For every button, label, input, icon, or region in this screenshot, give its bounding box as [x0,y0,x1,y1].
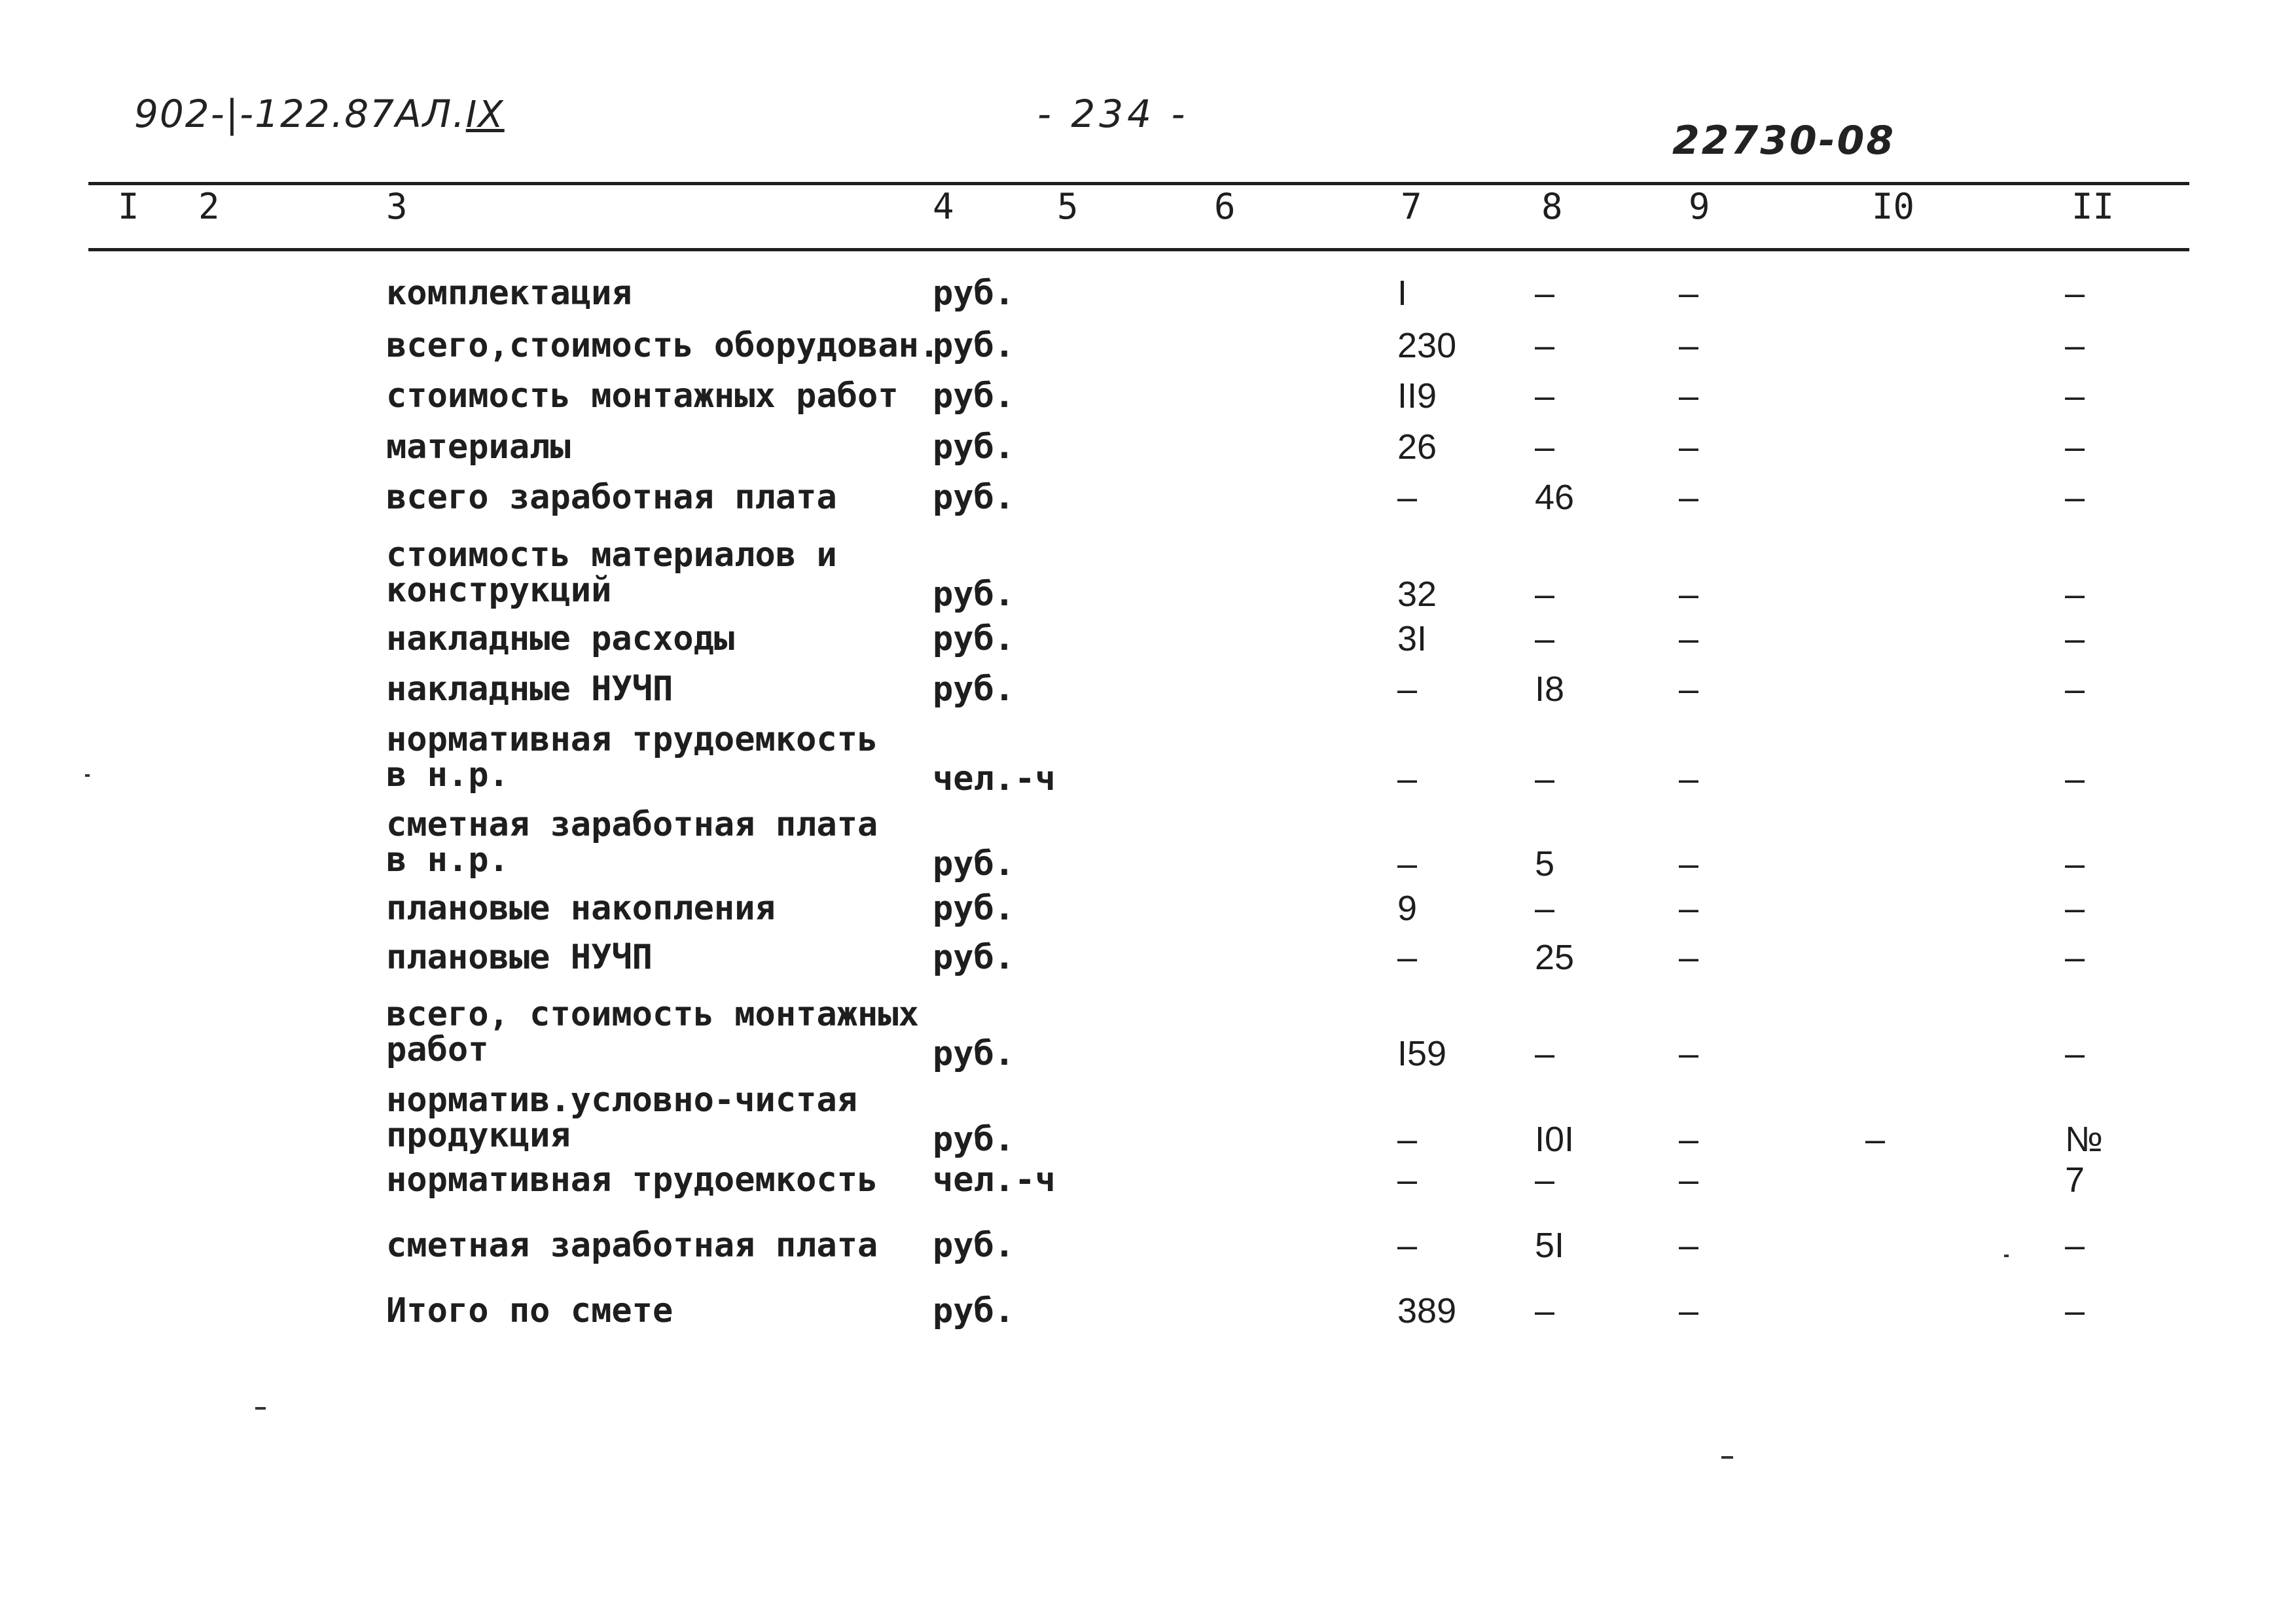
column-number: 3 [386,186,408,227]
cell-col11: – [2065,575,2085,614]
scan-speck [255,1407,266,1410]
column-number: I [118,186,139,227]
row-unit: руб. [933,376,1015,416]
cell-col8: 46 [1535,478,1575,517]
column-number: 5 [1057,186,1079,227]
cell-col7: 26 [1397,427,1437,467]
scan-speck [2004,1255,2009,1257]
cell-col7: 389 [1397,1291,1457,1330]
cell-col8: 5I [1535,1226,1565,1265]
cell-col8: I8 [1535,669,1565,709]
row-label-continued: работ [386,1030,489,1069]
document-code-prefix: 902- [134,92,226,136]
row-label: плановые накопления [386,889,776,928]
column-number: 9 [1689,186,1710,227]
cell-col7: – [1397,844,1418,883]
sheet-number: IX [465,94,505,136]
cell-col11: – [2065,619,2085,658]
cell-col8: – [1535,1160,1555,1200]
scan-speck [85,774,90,777]
row-label: всего,стоимость оборудован. [386,326,940,365]
row-label: стоимость материалов и [386,535,837,575]
cell-col11: 7 [2065,1160,2085,1200]
cell-col9: – [1679,938,1699,977]
row-unit: руб. [933,844,1015,883]
cell-col8: 5 [1535,844,1555,883]
cell-col11: № [2065,1120,2103,1159]
cell-col7: – [1397,1120,1418,1159]
row-unit: руб. [933,575,1015,614]
column-number: 8 [1541,186,1563,227]
cell-col11: – [2065,1291,2085,1330]
cell-col7: I59 [1397,1034,1447,1073]
cell-col11: – [2065,844,2085,883]
cell-col7: 3I [1397,619,1427,658]
column-number: 4 [933,186,954,227]
row-label: Итого по смете [386,1291,673,1330]
document-id: 22730-08 [1672,118,1896,164]
row-label: нормативная трудоемкость [386,720,878,759]
cell-col7: – [1397,669,1418,709]
cell-col9: – [1679,326,1699,365]
cell-col7: II9 [1397,376,1437,416]
row-label-continued: в н.р. [386,755,509,794]
row-label: плановые НУЧП [386,938,653,977]
row-unit: руб. [933,1034,1015,1073]
cell-col11: – [2065,478,2085,517]
cell-col8: – [1535,619,1555,658]
row-unit: руб. [933,427,1015,467]
column-number: 2 [198,186,220,227]
column-number: 7 [1401,186,1422,227]
row-label: норматив.условно-чистая [386,1080,858,1120]
cell-col7: 9 [1397,889,1418,928]
cell-col7: – [1397,478,1418,517]
row-unit: руб. [933,1291,1015,1330]
cell-col11: – [2065,1034,2085,1073]
row-label: сметная заработная плата [386,805,878,844]
cell-col11: – [2065,889,2085,928]
cell-col8: – [1535,376,1555,416]
row-label: нормативная трудоемкость [386,1160,878,1200]
cell-col8: – [1535,326,1555,365]
row-label: всего заработная плата [386,478,837,517]
row-unit: чел.-ч [933,759,1056,798]
row-label: накладные расходы [386,619,735,658]
cell-col11: – [2065,376,2085,416]
row-label: комплектация [386,274,632,313]
cell-col8: – [1535,575,1555,614]
cell-col7: 230 [1397,326,1457,365]
cell-col11: – [2065,759,2085,798]
cell-col7: 32 [1397,575,1437,614]
cell-col9: – [1679,478,1699,517]
cell-col10: – [1865,1120,1886,1159]
row-unit: чел.-ч [933,1160,1056,1200]
cell-col9: – [1679,1291,1699,1330]
cell-col11: – [2065,1226,2085,1265]
cell-col7: I [1397,274,1408,313]
row-label-continued: конструкций [386,571,612,610]
row-unit: руб. [933,619,1015,658]
row-label: стоимость монтажных работ [386,376,899,416]
row-unit: руб. [933,889,1015,928]
cell-col9: – [1679,427,1699,467]
row-label: материалы [386,427,571,467]
row-label-continued: в н.р. [386,840,509,880]
cell-col8: – [1535,889,1555,928]
cell-col9: – [1679,1034,1699,1073]
cell-col9: – [1679,1226,1699,1265]
cell-col9: – [1679,274,1699,313]
cell-col8: – [1535,274,1555,313]
cell-col8: – [1535,427,1555,467]
cell-col9: – [1679,1160,1699,1200]
cell-col11: – [2065,274,2085,313]
document-code-main: |-122.87АЛ. [225,92,466,136]
column-number: I0 [1872,186,1915,227]
cell-col8: – [1535,1034,1555,1073]
cell-col8: 25 [1535,938,1575,977]
cell-col9: – [1679,669,1699,709]
scan-speck [1721,1456,1733,1459]
cell-col7: – [1397,1226,1418,1265]
cell-col8: – [1535,759,1555,798]
cell-col11: – [2065,326,2085,365]
cell-col9: – [1679,759,1699,798]
row-unit: руб. [933,669,1015,709]
cell-col9: – [1679,376,1699,416]
cell-col9: – [1679,619,1699,658]
cell-col7: – [1397,759,1418,798]
row-label: сметная заработная плата [386,1226,878,1265]
row-unit: руб. [933,326,1015,365]
row-unit: руб. [933,1120,1015,1159]
cell-col9: – [1679,575,1699,614]
cell-col9: – [1679,844,1699,883]
cell-col11: – [2065,669,2085,709]
row-unit: руб. [933,478,1015,517]
row-label: накладные НУЧП [386,669,673,709]
row-label: всего, стоимость монтажных [386,995,919,1034]
cell-col9: – [1679,1120,1699,1159]
cell-col9: – [1679,889,1699,928]
cell-col11: – [2065,938,2085,977]
column-number: II [2072,186,2115,227]
column-number: 6 [1214,186,1236,227]
cell-col8: I0I [1535,1120,1575,1159]
cell-col7: – [1397,938,1418,977]
table-header-rule [88,248,2189,251]
row-label-continued: продукция [386,1116,571,1155]
cell-col8: – [1535,1291,1555,1330]
cell-col11: – [2065,427,2085,467]
row-unit: руб. [933,938,1015,977]
row-unit: руб. [933,1226,1015,1265]
cell-col7: – [1397,1160,1418,1200]
row-unit: руб. [933,274,1015,313]
document-code [134,92,505,136]
page-number: - 234 - [1037,92,1189,136]
